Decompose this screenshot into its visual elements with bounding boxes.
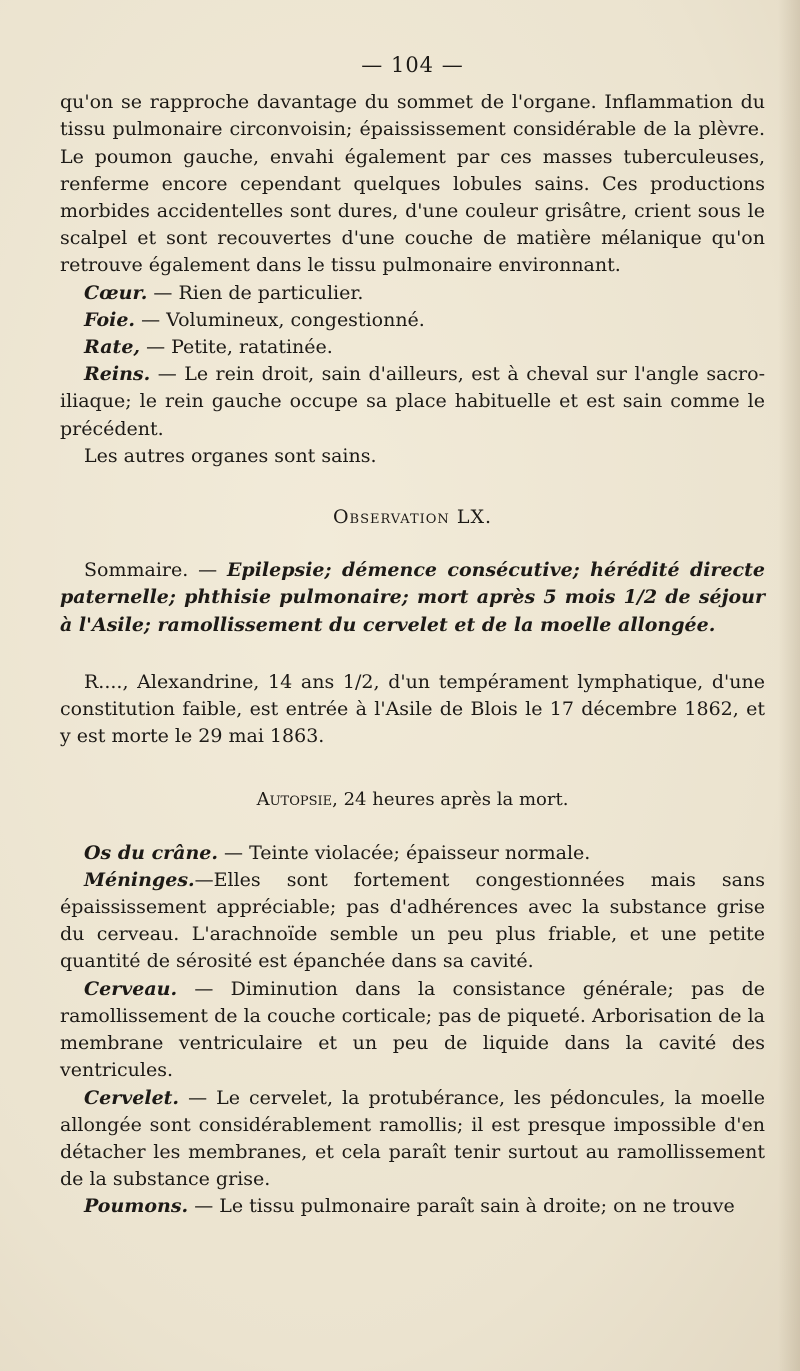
organ-text: — Le cervelet, la protubérance, les pédoncules, la moelle allongée sont considérablement ramollis; il est presque impossible d'en détacher les membranes, et cela paraît tenir surtout au ramollissement de la substance grise. <box>60 1086 765 1191</box>
organ-entry-cervelet <box>60 1085 765 1194</box>
organ-entry-reins <box>60 361 765 443</box>
autopsie-heading <box>60 786 765 813</box>
sommaire-paragraph <box>60 557 765 639</box>
page-edge-shadow <box>778 0 800 1371</box>
autopsie-text: 24 heures après la mort. <box>337 789 569 811</box>
sommaire-label: Sommaire. — <box>84 559 227 582</box>
organ-term: Méninges. <box>84 868 195 891</box>
organ-term: Rate, <box>84 336 141 359</box>
organ-term: Foie. <box>84 308 136 331</box>
organ-term: Reins. <box>84 363 151 386</box>
organ-text: — Volumineux, congestionné. <box>135 308 425 331</box>
organ-text: — Le rein droit, sain d'ailleurs, est à cheval sur l'angle sacro-iliaque; le rein gauche occupe sa place habituelle et est sain comme le précédent. <box>60 363 765 440</box>
sommaire-text: Epilepsie; démence consécutive; hérédité directe paternelle; phthisie pulmonaire; mort après 5 mois 1/2 de séjour à l'Asile; ramollissement du cervelet et de la moelle allongée. <box>60 559 765 636</box>
organ-term: Cerveau. <box>84 977 178 1000</box>
others-sains: Les autres organes sont sains. <box>84 444 377 467</box>
organ-entry-os-crane <box>60 840 765 867</box>
organ-entry-foie <box>60 307 765 334</box>
organ-text: — Rien de particulier. <box>147 281 364 304</box>
organ-text: — Diminution dans la consistance générale; pas de ramollissement de la couche corticale; pas de piqueté. Arborisation de la membrane ventriculaire et un peu de liquide dans la cavité des ventricules. <box>60 977 765 1082</box>
organ-term: Os du crâne. <box>84 841 218 864</box>
observation-paragraph: R...., Alexandrine, 14 ans 1/2, d'un tempérament lymphatique, d'une constitution faible, est entrée à l'Asile de Blois le 17 décembre 1862, et y est morte le 29 mai 1863. <box>60 670 765 748</box>
organ-text: — Teinte violacée; épaisseur normale. <box>217 841 591 864</box>
organ-entry-meninges <box>60 867 765 976</box>
organ-entry-rate <box>60 334 765 361</box>
organ-term: Cœur. <box>84 281 148 304</box>
organ-text: — Petite, ratatinée. <box>140 336 333 359</box>
intro-paragraph: qu'on se rapproche davantage du sommet de l'organe. Inflammation du tissu pulmonaire circonvoisin; épaississement considérable de la plèvre. Le poumon gauche, envahi également par ces masses tuberculeuses, renferme encore cependant quelques lobules sains. Ces productions morbides accidentelles sont dures, d'une couleur grisâtre, crient sous le scalpel et sont recouvertes d'une couche de matière mélanique qu'on retrouve également dans le tissu pulmonaire environnant. <box>60 91 765 277</box>
page-number: — 104 — <box>361 53 464 77</box>
organ-term: Poumons. <box>84 1195 189 1218</box>
organ-entry-poumons <box>60 1193 765 1220</box>
organ-entry-coeur <box>60 280 765 307</box>
page-text-block <box>60 52 765 1221</box>
organ-text: —Elles sont fortement congestionnées mais sans épaississement appréciable; pas d'adhérences avec la substance grise du cerveau. L'arachnoïde semble un peu plus friable, et une petite quantité de sérosité est épanchée dans sa cavité. <box>60 868 765 973</box>
organ-term: Cervelet. <box>84 1086 180 1109</box>
autopsie-label: Autopsie, <box>256 789 338 811</box>
observation-heading: Observation LX. <box>332 506 493 529</box>
organ-entry-cerveau <box>60 976 765 1085</box>
organ-text: — Le tissu pulmonaire paraît sain à droite; on ne trouve <box>188 1195 735 1218</box>
